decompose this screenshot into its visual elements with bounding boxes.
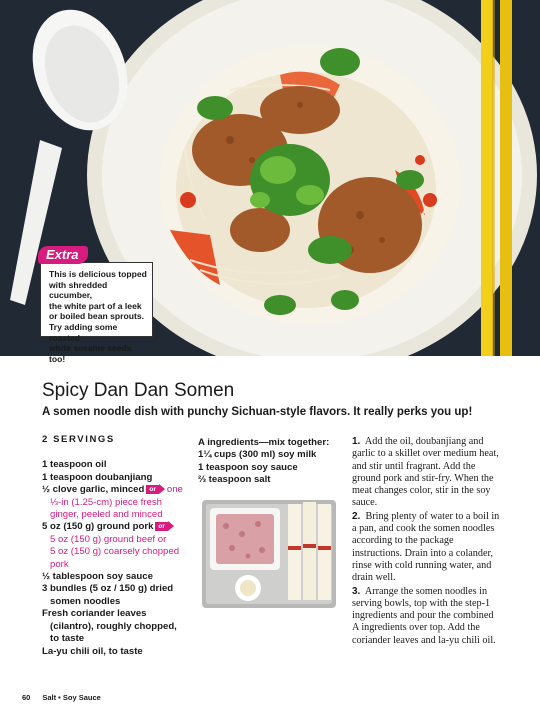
- extra-note: [40, 262, 153, 364]
- ingredient-garlic-label: ½ clove garlic, minced: [42, 484, 145, 496]
- step-text: Arrange the somen noodles in serving bowls, top with the step-1 ingredients and pour the combined A ingredients over top. Add the coriander leaves and la-yu chili oil.: [352, 585, 496, 646]
- a-ingredient: ⅔ teaspoon salt: [198, 474, 271, 486]
- extra-line: or boiled bean sprouts.: [49, 311, 145, 322]
- ingredient-oil: 1 teaspoon oil: [42, 459, 107, 471]
- ingredient-coriander: to taste: [50, 633, 85, 645]
- step-2: [352, 511, 502, 585]
- ingredients-list: [42, 434, 192, 658]
- extra-line: white sesame seeds too!: [49, 343, 132, 364]
- a-ingredients: [198, 437, 348, 487]
- section-name: Salt • Soy Sauce: [42, 693, 101, 702]
- ingredient-layu: La-yu chili oil, to taste: [42, 645, 143, 657]
- substitute-garlic: ginger, peeled and minced: [50, 509, 163, 521]
- extra-line: This is delicious topped: [49, 269, 147, 279]
- step-number: 3.: [352, 585, 361, 597]
- ingredient-soy-sauce: ½ tablespoon soy sauce: [42, 571, 153, 583]
- step-1: [352, 436, 502, 510]
- step-number: 2.: [352, 510, 361, 522]
- ingredient-coriander: (cilantro), roughly chopped,: [50, 620, 177, 632]
- substitute-garlic: ⅓-in (1.25-cm) piece fresh: [50, 496, 162, 508]
- step-number: 1.: [352, 436, 361, 447]
- ingredient-doubanjiang: 1 teaspoon doubanjiang: [42, 471, 153, 483]
- step-3: [352, 586, 502, 647]
- instructions: [352, 436, 502, 648]
- ingredients-photo: [202, 500, 336, 608]
- extra-text: [49, 269, 148, 364]
- extra-line: the white part of a leek: [49, 300, 142, 311]
- a-ingredients-heading: A ingredients—mix together:: [198, 437, 330, 448]
- a-ingredient: 1¼ cups (300 ml) soy milk: [198, 449, 317, 461]
- page-number: 60: [22, 693, 31, 702]
- recipe-title: Spicy Dan Dan Somen: [42, 380, 235, 401]
- step-text: Bring plenty of water to a boil in a pan, and cook the somen noodles according to the package instructions. Drain into a colander, rinse with cold running water, and drain well.: [352, 510, 500, 584]
- substitute-garlic: one: [166, 484, 183, 496]
- ingredient-coriander: Fresh coriander leaves: [42, 608, 147, 620]
- ingredient-noodles: somen noodles: [50, 595, 121, 607]
- substitute-pork: pork: [50, 558, 69, 570]
- page-footer: [22, 693, 101, 702]
- extra-line: Try adding some roasted: [49, 321, 118, 343]
- step-text: Add the oil, doubanjiang and garlic to a skillet over medium heat, and stir until fragrant. Add the ground pork and stir-fry. When the meat changes color, stir in the soy sauce.: [352, 436, 499, 509]
- or-arrow-icon: or: [155, 522, 168, 531]
- recipe-subtitle: A somen noodle dish with punchy Sichuan-style flavors. It really perks you up!: [42, 406, 473, 418]
- substitute-pork: 5 oz (150 g) coarsely chopped: [50, 546, 180, 558]
- extra-tag: Extra: [38, 246, 88, 264]
- substitute-pork: 5 oz (150 g) ground beef or: [50, 533, 167, 545]
- a-ingredient: 1 teaspoon soy sauce: [198, 461, 298, 473]
- servings: 2 SERVINGS: [42, 434, 115, 445]
- ingredient-pork-label: 5 oz (150 g) ground pork: [42, 521, 154, 533]
- ingredient-pork: [42, 521, 192, 533]
- extra-line: with shredded cucumber,: [49, 279, 108, 301]
- ingredient-garlic: [42, 484, 192, 496]
- or-arrow-icon: or: [146, 485, 159, 494]
- ingredient-noodles: 3 bundles (5 oz / 150 g) dried: [42, 583, 174, 595]
